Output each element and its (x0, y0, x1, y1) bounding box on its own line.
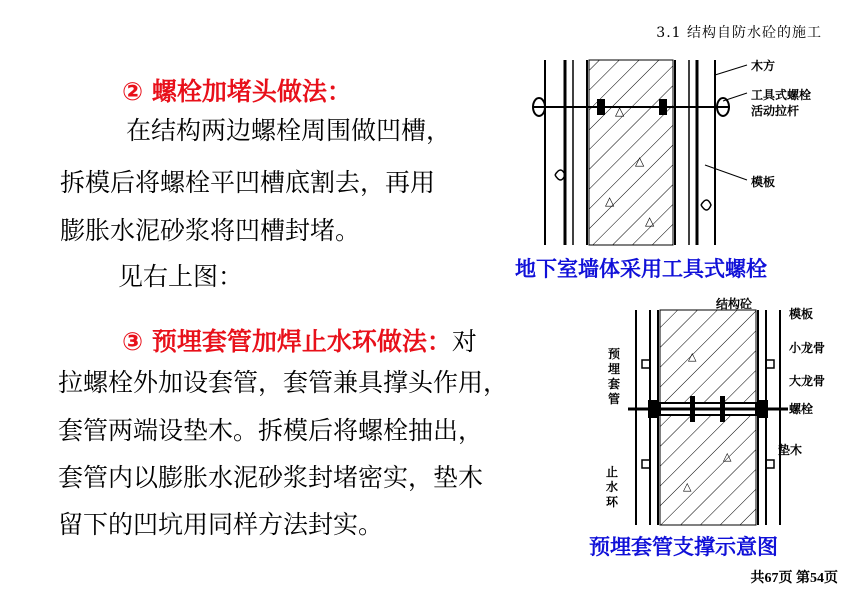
svg-text:△: △ (645, 214, 655, 228)
figure1-caption: 地下室墙体采用工具式螺栓 (515, 257, 767, 281)
figure1-label-wood: 木方 (751, 59, 776, 73)
figure2-label-bolt: 螺栓 (789, 402, 814, 416)
section3-line-3: 套管内以膨胀水泥砂浆封堵密实，垫木 (58, 463, 484, 492)
figure2-caption: 预埋套管支撑示意图 (589, 535, 778, 559)
figure2-label-sleeve: 预 埋 套 管 (608, 347, 621, 406)
figure2-label-big-joist: 大龙骨 (789, 374, 826, 388)
section2-line-3: 膨胀水泥砂浆将凹槽封堵。 (60, 216, 361, 245)
section3-title: ③ 预埋套管加焊止水环做法： (122, 327, 452, 356)
figure2-label-ring: 止 水 环 (606, 465, 619, 509)
section2-title: ② 螺栓加堵头做法： (122, 77, 352, 106)
section3-line-1: 拉螺栓外加设套管，套管兼具撑头作用， (58, 368, 509, 397)
section2-line-1: 在结构两边螺栓周围做凹槽， (126, 116, 452, 145)
section3-line-4: 留下的凹坑用同样方法封实。 (58, 510, 384, 539)
figure2-label-pad: 垫木 (778, 443, 803, 457)
section3-heading (122, 322, 477, 358)
svg-text:△: △ (723, 450, 732, 463)
figure1-label-bolt-line1: 工具式螺栓 (751, 88, 812, 102)
figure2-label-small-joist: 小龙骨 (789, 341, 826, 355)
figure2-drawing (628, 300, 788, 530)
section2-line-4: 见右上图： (118, 262, 244, 291)
svg-text:△: △ (688, 350, 697, 363)
page-footer: 共67页 第54页 (750, 571, 838, 586)
figure1-drawing (525, 55, 750, 250)
figure2-label-concrete: 结构砼 (716, 297, 753, 311)
section3-title-tail: 对 (451, 327, 477, 356)
svg-text:△: △ (605, 194, 615, 208)
figure1-label-formwork: 模板 (751, 175, 776, 189)
section2-line-2: 拆模后将螺栓平凹槽底割去，再用 (60, 168, 436, 197)
figure1-label-bolt-line2: 活动拉杆 (751, 104, 800, 118)
section3-line-2: 套管两端设垫木。拆模后将螺栓抽出， (58, 416, 484, 445)
svg-text:△: △ (635, 154, 645, 168)
svg-text:△: △ (683, 480, 692, 493)
figure2-label-formwork: 模板 (789, 307, 814, 321)
svg-text:△: △ (615, 104, 625, 118)
section-header: 3.1 结构自防水砼的施工 (656, 25, 822, 41)
